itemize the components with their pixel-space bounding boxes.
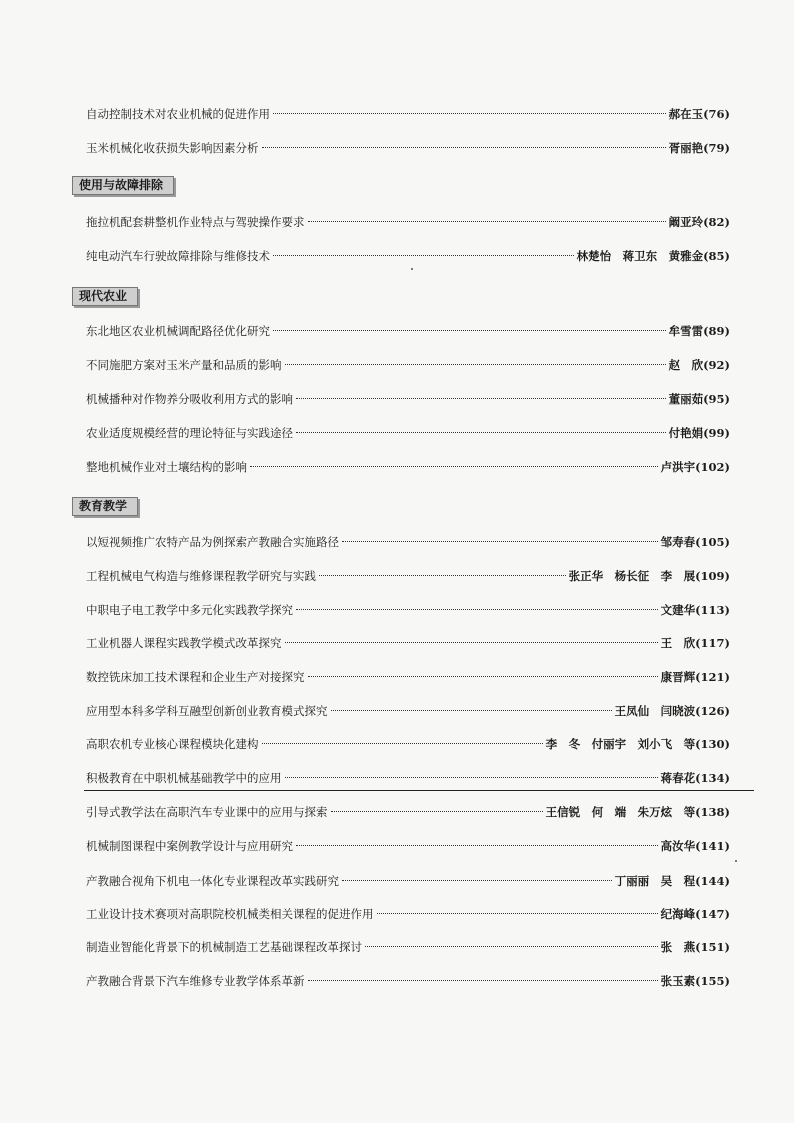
entry-author-page: 牟雪雷(89) — [668, 324, 730, 338]
leader-dots — [285, 364, 666, 365]
leader-dots — [308, 676, 658, 677]
leader-dots — [296, 398, 666, 399]
leader-dots — [262, 743, 543, 744]
entry-title: 自动控制技术对农业机械的促进作用 — [86, 107, 270, 121]
leader-dots — [250, 466, 658, 467]
leader-dots — [308, 980, 658, 981]
entry-title: 中职电子电工教学中多元化实践教学探究 — [86, 603, 293, 617]
entry-author-page: 康晋辉(121) — [660, 670, 730, 684]
leader-dots — [331, 710, 612, 711]
toc-entry[interactable] — [86, 703, 730, 719]
toc-entry[interactable] — [86, 804, 730, 820]
leader-dots — [273, 113, 666, 114]
toc-entry[interactable] — [86, 357, 730, 373]
entry-title: 以短视频推广农特产品为例探索产教融合实施路径 — [86, 535, 339, 549]
leader-dots — [331, 811, 543, 812]
leader-dots — [377, 913, 658, 914]
leader-dots — [319, 575, 566, 576]
entry-author-page: 林楚怡 蒋卫东 黄雅金(85) — [576, 249, 730, 263]
entry-title: 机械制图课程中案例教学设计与应用研究 — [86, 839, 293, 853]
entry-title: 产教融合背景下汽车维修专业教学体系革新 — [86, 974, 305, 988]
entry-title: 农业适度规模经营的理论特征与实践途径 — [86, 426, 293, 440]
entry-author-page: 付艳娟(99) — [668, 426, 730, 440]
entry-author-page: 李 冬 付丽宇 刘小飞 等(130) — [545, 737, 730, 751]
entry-author-page: 张 燕(151) — [660, 940, 730, 954]
toc-entry[interactable] — [86, 906, 730, 922]
toc-entry[interactable] — [86, 770, 730, 786]
entry-author-page: 郝在玉(76) — [668, 107, 730, 121]
entry-author-page: 丁丽丽 吴 程(144) — [614, 874, 730, 888]
entry-author-page: 文建华(113) — [660, 603, 730, 617]
leader-dots — [296, 845, 658, 846]
leader-dots — [262, 147, 666, 148]
toc-entry[interactable] — [86, 534, 730, 550]
leader-dots — [365, 946, 658, 947]
leader-dots — [273, 330, 666, 331]
toc-entry[interactable] — [86, 939, 730, 955]
toc-entry[interactable] — [86, 248, 730, 264]
entry-author-page: 王信锐 何 端 朱万炫 等(138) — [545, 805, 730, 819]
entry-author-page: 张正华 杨长征 李 展(109) — [568, 569, 730, 583]
toc-entry[interactable] — [86, 106, 730, 122]
toc-entry[interactable] — [86, 973, 730, 989]
leader-dots — [342, 541, 658, 542]
toc-entry[interactable] — [86, 602, 730, 618]
leader-dots — [296, 609, 658, 610]
scan-speck — [411, 268, 413, 270]
toc-entry[interactable] — [86, 669, 730, 685]
leader-dots — [273, 255, 574, 256]
entry-author-page: 王 欣(117) — [660, 636, 730, 650]
section-heading: 现代农业 — [72, 287, 138, 306]
toc-entry[interactable] — [86, 425, 730, 441]
leader-dots — [285, 777, 658, 778]
entry-title: 引导式教学法在高职汽车专业课中的应用与探索 — [86, 805, 328, 819]
entry-author-page: 纪海峰(147) — [660, 907, 730, 921]
entry-title: 纯电动汽车行驶故障排除与维修技术 — [86, 249, 270, 263]
entry-author-page: 胥丽艳(79) — [668, 141, 730, 155]
entry-title: 东北地区农业机械调配路径优化研究 — [86, 324, 270, 338]
entry-title: 不同施肥方案对玉米产量和品质的影响 — [86, 358, 282, 372]
entry-author-page: 张玉素(155) — [660, 974, 730, 988]
toc-entry[interactable] — [86, 635, 730, 651]
toc-entry[interactable] — [86, 568, 730, 584]
entry-title: 积极教育在中职机械基础教学中的应用 — [86, 771, 282, 785]
entry-author-page: 王凤仙 闫晓波(126) — [614, 704, 730, 718]
leader-dots — [285, 642, 658, 643]
entry-title: 工程机械电气构造与维修课程教学研究与实践 — [86, 569, 316, 583]
entry-author-page: 高汝华(141) — [660, 839, 730, 853]
toc-entry[interactable] — [86, 838, 730, 854]
entry-author-page: 阚亚玲(82) — [668, 215, 730, 229]
leader-dots — [342, 880, 612, 881]
toc-entry[interactable] — [86, 736, 730, 752]
toc-entry[interactable] — [86, 459, 730, 475]
entry-title: 机械播种对作物养分吸收利用方式的影响 — [86, 392, 293, 406]
section-heading: 使用与故障排除 — [72, 176, 174, 195]
entry-title: 制造业智能化背景下的机械制造工艺基础课程改革探讨 — [86, 940, 362, 954]
section-heading: 教育教学 — [72, 497, 138, 516]
entry-title: 工业机器人课程实践教学模式改革探究 — [86, 636, 282, 650]
entry-title: 玉米机械化收获损失影响因素分析 — [86, 141, 259, 155]
entry-author-page: 卢洪宇(102) — [660, 460, 730, 474]
entry-title: 工业设计技术赛项对高职院校机械类相关课程的促进作用 — [86, 907, 374, 921]
entry-title: 拖拉机配套耕整机作业特点与驾驶操作要求 — [86, 215, 305, 229]
entry-author-page: 蒋春花(134) — [660, 771, 730, 785]
entry-title: 产教融合视角下机电一体化专业课程改革实践研究 — [86, 874, 339, 888]
leader-dots — [308, 221, 666, 222]
entry-author-page: 董丽茹(95) — [668, 392, 730, 406]
leader-dots — [296, 432, 666, 433]
entry-author-page: 赵 欣(92) — [668, 358, 730, 372]
entry-author-page: 邹寿春(105) — [660, 535, 730, 549]
toc-entry[interactable] — [86, 873, 730, 889]
entry-title: 应用型本科多学科互融型创新创业教育模式探究 — [86, 704, 328, 718]
entry-title: 整地机械作业对土壤结构的影响 — [86, 460, 247, 474]
entry-title: 数控铣床加工技术课程和企业生产对接探究 — [86, 670, 305, 684]
toc-entry[interactable] — [86, 214, 730, 230]
divider-rule — [84, 790, 754, 791]
entry-title: 高职农机专业核心课程模块化建构 — [86, 737, 259, 751]
scan-speck — [735, 860, 737, 862]
toc-entry[interactable] — [86, 391, 730, 407]
toc-entry[interactable] — [86, 323, 730, 339]
toc-entry[interactable] — [86, 140, 730, 156]
